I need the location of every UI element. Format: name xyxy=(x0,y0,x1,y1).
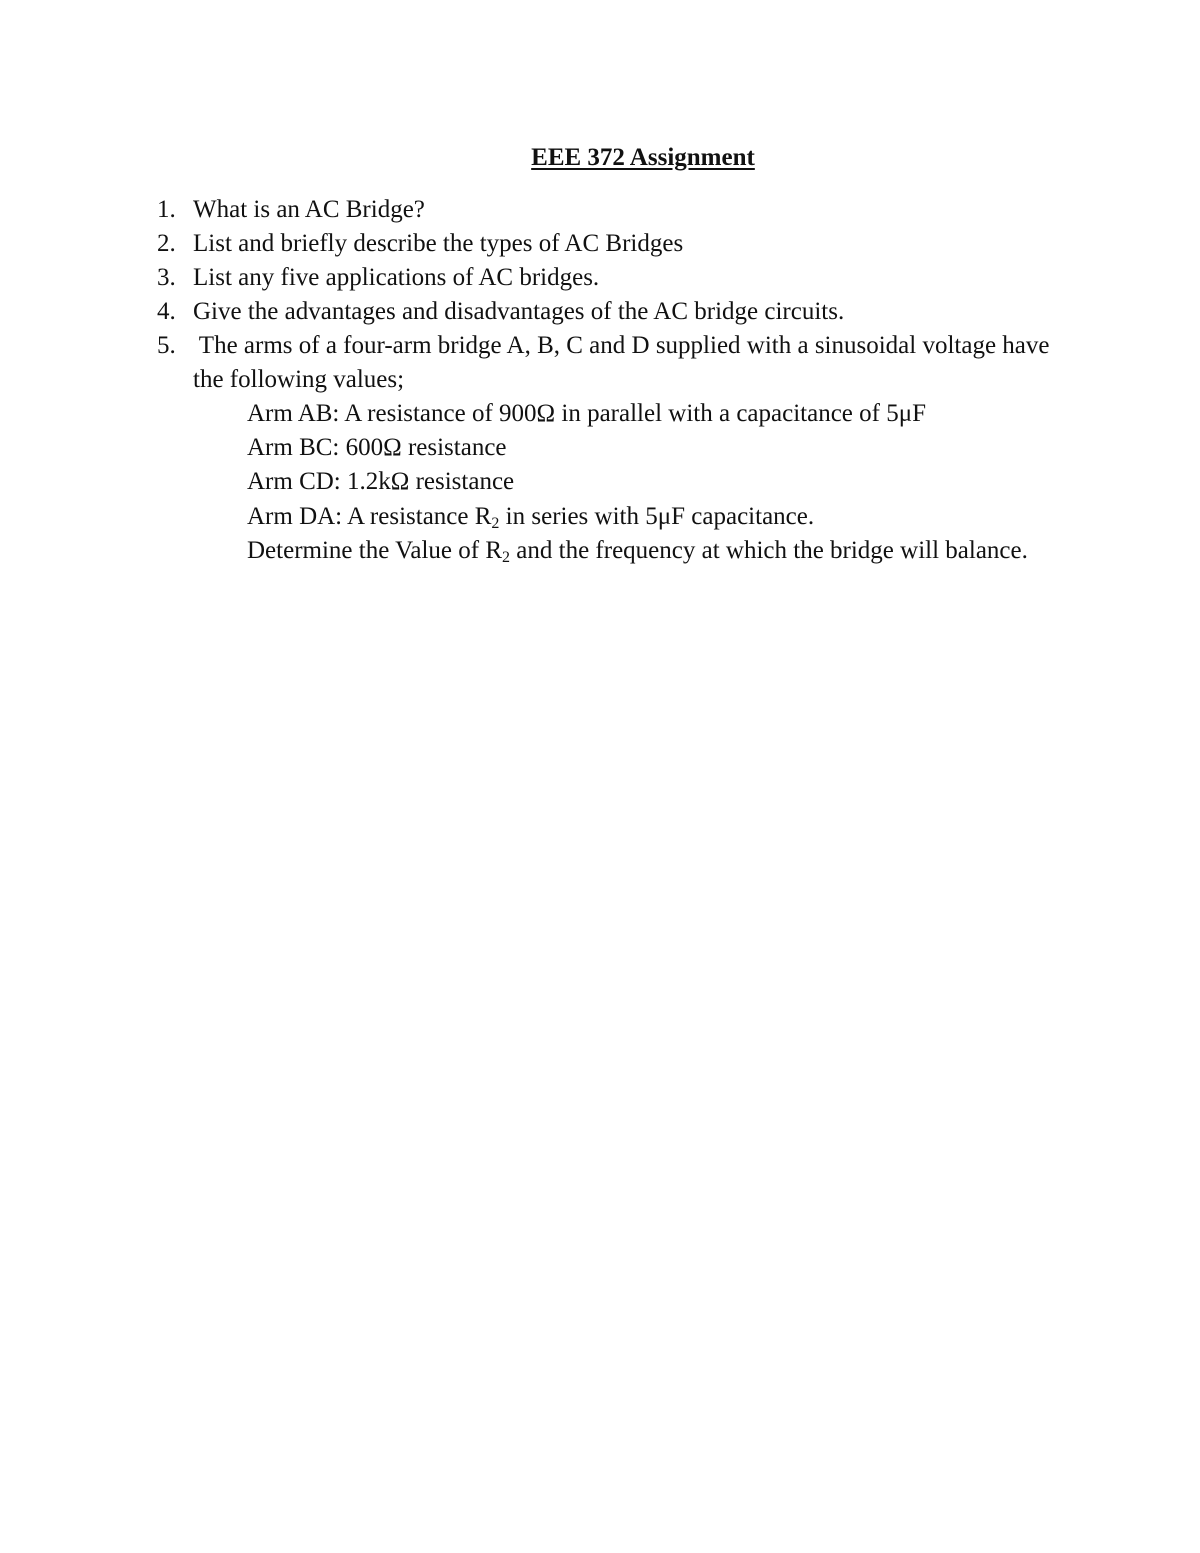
arm-ab: Arm AB: A resistance of 900Ω in parallel with a capacitance of 5μF xyxy=(247,400,927,427)
determine-text-end: and the frequency at which the bridge will balance. xyxy=(510,537,1028,564)
question-1 xyxy=(157,194,425,226)
question-number: 1. xyxy=(157,196,176,223)
arm-da xyxy=(247,501,814,533)
question-text: What is an AC Bridge? xyxy=(193,196,425,223)
question-number: 3. xyxy=(157,264,176,291)
question-text: Give the advantages and disadvantages of the AC bridge circuits. xyxy=(193,298,845,325)
arm-da-text-end: in series with 5μF capacitance. xyxy=(499,503,815,530)
question-5-continuation: the following values; xyxy=(193,366,405,393)
document-title: EEE 372 Assignment xyxy=(531,144,755,171)
question-2 xyxy=(157,228,683,260)
determine-instruction xyxy=(247,535,1028,567)
arm-cd: Arm CD: 1.2kΩ resistance xyxy=(247,468,515,495)
question-text: The arms of a four-arm bridge A, B, C and D supplied with a sinusoidal voltage have xyxy=(193,332,1050,359)
determine-text-start: Determine the Value of R xyxy=(247,537,503,564)
question-number: 2. xyxy=(157,230,176,257)
question-number: 4. xyxy=(157,298,176,325)
question-number: 5. xyxy=(157,332,176,359)
question-text: List any five applications of AC bridges. xyxy=(193,264,600,291)
question-3 xyxy=(157,262,599,294)
determine-subscript: 2 xyxy=(502,549,511,566)
arm-bc: Arm BC: 600Ω resistance xyxy=(247,434,507,461)
arm-da-text-start: Arm DA: A resistance R xyxy=(247,503,492,530)
question-text: List and briefly describe the types of AC Bridges xyxy=(193,230,684,257)
arm-da-subscript: 2 xyxy=(491,515,500,532)
question-4 xyxy=(157,296,844,328)
question-5 xyxy=(157,330,1050,362)
